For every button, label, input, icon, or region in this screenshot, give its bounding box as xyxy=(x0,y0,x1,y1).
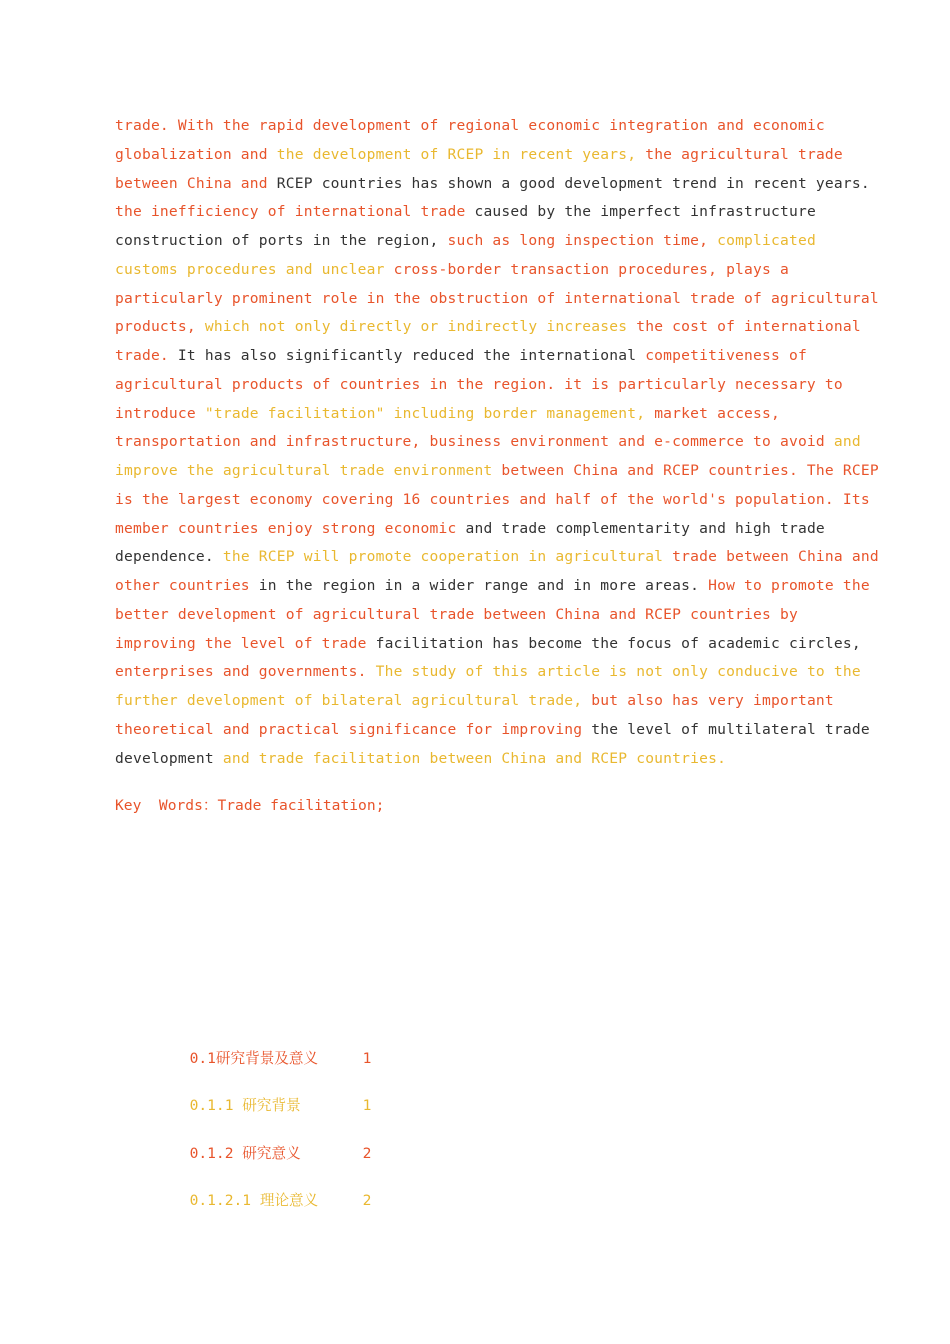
text-segment: and trade complementarity and high trade xyxy=(465,519,825,537)
text-segment: products, xyxy=(115,318,205,336)
abstract-line xyxy=(115,687,845,716)
text-segment: agricultural products of countries in the region. it is particularly necessary to xyxy=(115,375,843,393)
abstract-line xyxy=(115,572,870,601)
abstract-line xyxy=(115,658,861,687)
toc-label: 0.1研究背景及意义 xyxy=(189,1050,319,1067)
text-segment: and trade facilitation between China and RCEP countries. xyxy=(222,749,727,767)
text-segment: particularly prominent role in the obstruction of international trade of agricultural xyxy=(115,289,879,307)
abstract-line xyxy=(115,716,870,745)
abstract-paragraph xyxy=(115,112,879,773)
abstract-line xyxy=(115,112,845,141)
text-segment: further development of bilateral agricultural trade, xyxy=(115,692,592,709)
text-segment: between China and xyxy=(115,174,277,192)
text-segment: the development of RCEP in recent years, xyxy=(276,145,646,163)
text-segment: "trade facilitation" including border management, xyxy=(204,404,655,422)
text-segment: trade. xyxy=(115,117,178,134)
abstract-line xyxy=(115,543,879,572)
toc-entry[interactable] xyxy=(172,1023,371,1071)
toc-page-number: 2 xyxy=(362,1192,372,1209)
text-segment: transportation and infrastructure, business environment and e-commerce to avoid xyxy=(115,433,834,451)
text-segment: better development of agricultural trade between China and RCEP countries by xyxy=(115,605,798,623)
text-segment: development xyxy=(115,749,223,767)
toc-entry[interactable] xyxy=(172,1165,371,1213)
toc-label: 0.1.1 研究背景 xyxy=(189,1097,301,1114)
text-segment: competitiveness of xyxy=(645,347,807,364)
abstract-line xyxy=(115,141,845,170)
toc-page-number: 2 xyxy=(362,1145,372,1162)
abstract-line xyxy=(115,400,845,429)
text-segment: other countries xyxy=(115,577,259,594)
keywords-line: Key Words：Trade facilitation; xyxy=(115,797,385,814)
text-segment: the RCEP will promote cooperation in agricultural xyxy=(222,548,673,566)
abstract-line xyxy=(115,170,870,199)
toc-entry[interactable] xyxy=(172,1070,371,1118)
text-segment: which not only directly or indirectly increases xyxy=(204,318,637,336)
abstract-line xyxy=(115,198,845,227)
text-segment: theoretical and practical significance for improving xyxy=(115,720,592,738)
abstract-line xyxy=(115,227,845,256)
abstract-line xyxy=(115,342,845,371)
text-segment: cross-border transaction procedures, plays a xyxy=(393,260,789,278)
text-segment: RCEP countries has shown a good development trend in recent years. xyxy=(276,174,870,192)
text-segment: improve the agricultural trade environment xyxy=(115,462,502,479)
abstract-line xyxy=(115,285,879,314)
text-segment: trade. xyxy=(115,347,178,364)
text-segment: How to promote the xyxy=(708,577,870,594)
text-segment: and xyxy=(833,433,861,451)
toc-label: 0.1.2.1 理论意义 xyxy=(189,1192,319,1209)
text-segment: member countries enjoy strong economic xyxy=(115,519,466,537)
text-segment: the inefficiency of international trade xyxy=(115,203,475,221)
abstract-line xyxy=(115,630,861,659)
abstract-line xyxy=(115,601,845,630)
text-segment: The study of this article is not only conducive to the xyxy=(375,663,861,681)
abstract-line xyxy=(115,515,845,544)
text-segment: introduce xyxy=(115,404,205,422)
text-segment: complicated xyxy=(717,232,816,249)
abstract-line xyxy=(115,428,861,457)
text-segment: between China and RCEP countries. The RCEP xyxy=(501,462,879,479)
text-segment: construction of ports in the region, xyxy=(115,232,448,249)
toc-page-number: 1 xyxy=(362,1050,372,1067)
text-segment: With the rapid development of regional economic integration and economic xyxy=(177,117,825,134)
text-segment: customs procedures and unclear xyxy=(115,260,394,278)
text-segment: caused by the imperfect infrastructure xyxy=(474,203,816,221)
abstract-line xyxy=(115,457,879,486)
text-segment: but also has very important xyxy=(591,692,834,709)
abstract-line xyxy=(115,371,845,400)
toc-entry[interactable] xyxy=(172,1118,371,1166)
abstract-line xyxy=(115,313,861,342)
text-segment: such as long inspection time, xyxy=(447,232,718,249)
text-segment: in the region in a wider range and in more areas. xyxy=(258,577,709,594)
abstract-line xyxy=(115,745,845,774)
text-segment: dependence. xyxy=(115,548,223,566)
text-segment: the level of multilateral trade xyxy=(591,720,870,738)
text-segment: the agricultural trade xyxy=(645,145,843,163)
abstract-line xyxy=(115,486,870,515)
abstract-line xyxy=(115,256,845,285)
text-segment: facilitation has become the focus of academic circles, xyxy=(375,634,861,652)
text-segment: enterprises and governments. xyxy=(115,663,376,681)
toc-label: 0.1.2 研究意义 xyxy=(189,1145,301,1162)
text-segment: improving the level of trade xyxy=(115,634,376,652)
text-segment: globalization and xyxy=(115,145,277,163)
text-segment: is the largest economy covering 16 countries and half of the world's population. Its xyxy=(115,490,870,508)
text-segment: trade between China and xyxy=(672,548,879,566)
text-segment: market access, xyxy=(654,404,780,422)
text-segment: the cost of international xyxy=(636,318,861,336)
text-segment: It has also significantly reduced the international xyxy=(177,347,646,364)
toc-page-number: 1 xyxy=(362,1097,372,1114)
